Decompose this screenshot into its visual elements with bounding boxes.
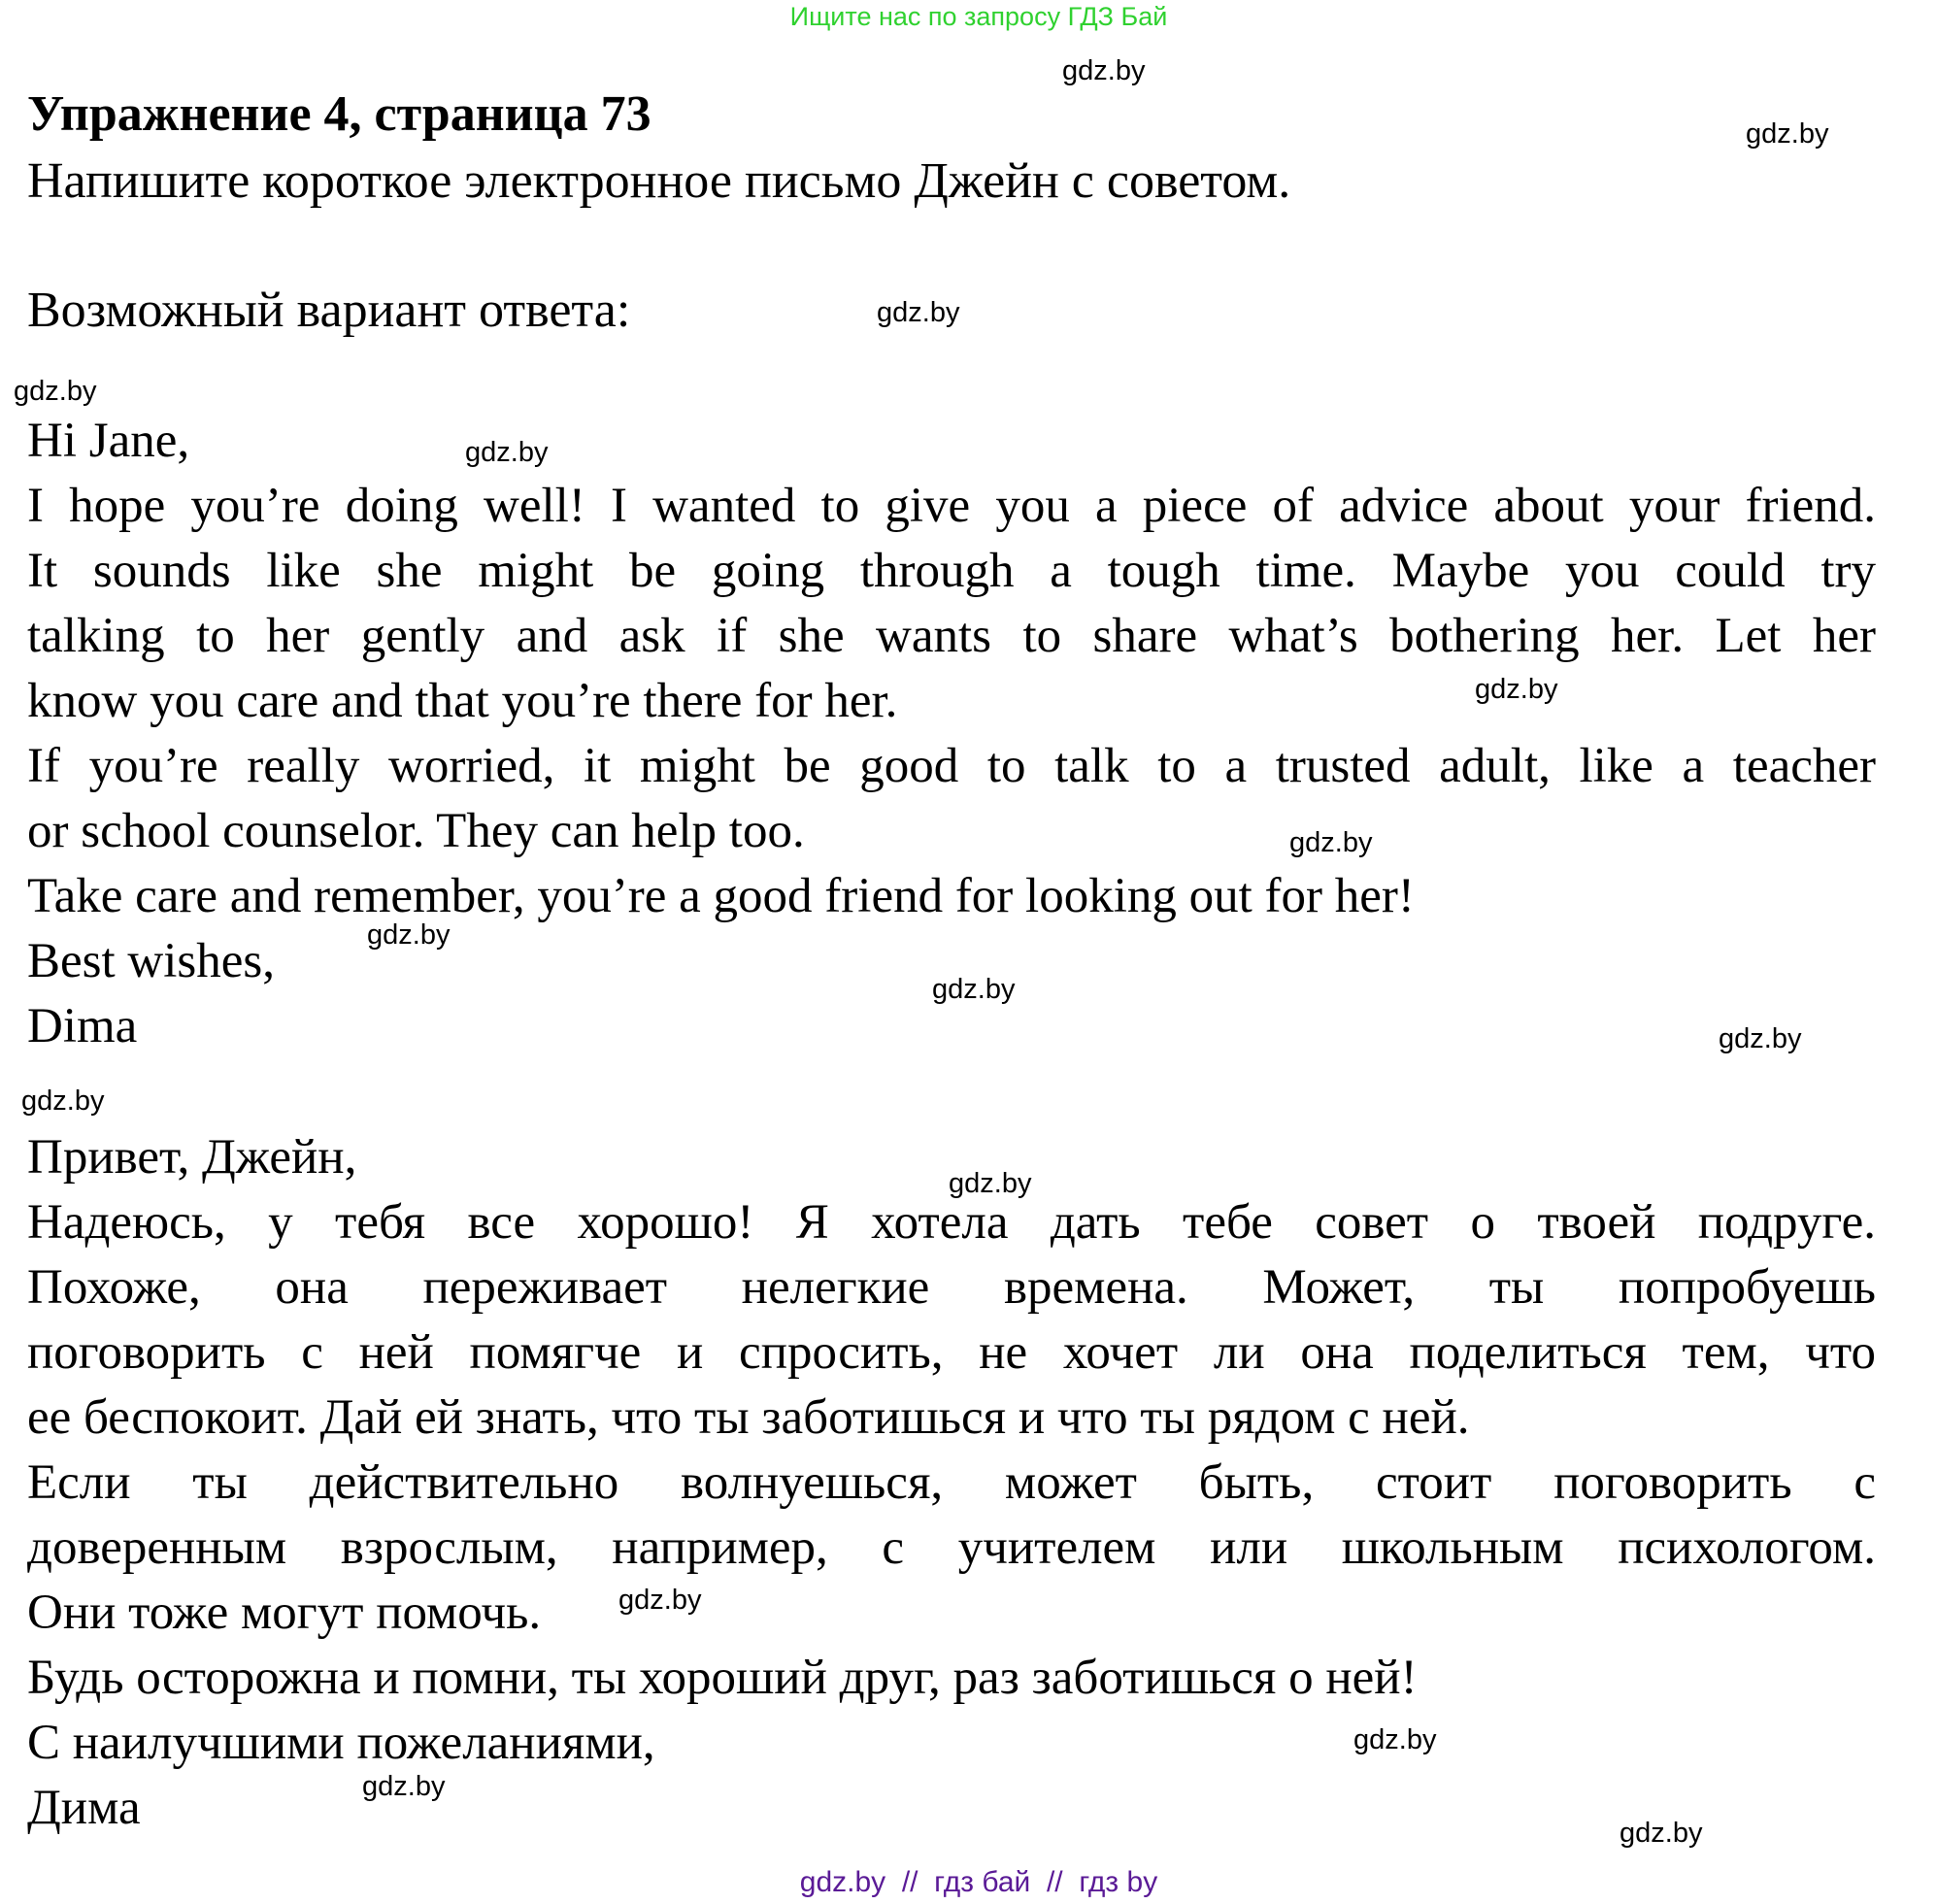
- watermark: gdz.by: [1746, 118, 1829, 150]
- footer-links: gdz.by // гдз бай // гдз by: [799, 1866, 1158, 1898]
- letter-line: Похоже, она переживает нелегкие времена. Может, ты попробуешь: [27, 1260, 1876, 1315]
- letter-line: Привет, Джейн,: [27, 1130, 357, 1185]
- letter-line: If you’re really worried, it might be good to talk to a trusted adult, like a teacher: [27, 739, 1876, 793]
- watermark: gdz.by: [1353, 1724, 1437, 1755]
- letter-line: or school counselor. They can help too.: [27, 804, 805, 858]
- task-text: Напишите короткое электронное письмо Джейн с советом.: [27, 153, 1291, 209]
- letter-line: Take care and remember, you’re a good friend for looking out for her!: [27, 869, 1415, 923]
- watermark: gdz.by: [1475, 674, 1558, 705]
- letter-line: поговорить с ней помягче и спросить, не хочет ли она поделиться тем, что: [27, 1325, 1876, 1380]
- watermark: gdz.by: [877, 297, 960, 328]
- watermark: gdz.by: [367, 919, 451, 951]
- letter-line: Будь осторожна и помни, ты хороший друг, раз заботишься о ней!: [27, 1651, 1418, 1705]
- letter-line: Best wishes,: [27, 934, 275, 988]
- watermark: gdz.by: [1620, 1818, 1703, 1849]
- watermark: gdz.by: [1719, 1023, 1802, 1054]
- watermark: gdz.by: [932, 974, 1016, 1005]
- letter-line: Дима: [27, 1781, 141, 1835]
- letter-line: С наилучшими пожеланиями,: [27, 1716, 655, 1770]
- letter-line: Надеюсь, у тебя все хорошо! Я хотела дать тебе совет о твоей подруге.: [27, 1195, 1876, 1250]
- letter-line: Hi Jane,: [27, 414, 190, 468]
- top-banner: Ищите нас по запросу ГДЗ Бай: [789, 2, 1168, 31]
- watermark: gdz.by: [362, 1771, 446, 1802]
- watermark: gdz.by: [949, 1168, 1032, 1199]
- watermark: gdz.by: [465, 437, 549, 468]
- watermark: gdz.by: [21, 1086, 105, 1117]
- watermark: gdz.by: [1062, 55, 1146, 86]
- letter-line: Dima: [27, 999, 138, 1053]
- letter-line: I hope you’re doing well! I wanted to give you a piece of advice about your friend.: [27, 479, 1876, 533]
- watermark: gdz.by: [618, 1585, 702, 1616]
- letter-line: доверенным взрослым, например, с учителем или школьным психологом.: [27, 1520, 1876, 1575]
- letter-line: Они тоже могут помочь.: [27, 1586, 542, 1640]
- letter-line: talking to her gently and ask if she wants to share what’s bothering her. Let her: [27, 609, 1876, 663]
- letter-line: ее беспокоит. Дай ей знать, что ты заботишься и что ты рядом с ней.: [27, 1390, 1470, 1445]
- letter-line: Если ты действительно волнуешься, может быть, стоит поговорить с: [27, 1455, 1876, 1510]
- answer-label: Возможный вариант ответа:: [27, 283, 631, 338]
- letter-line: It sounds like she might be going through a tough time. Maybe you could try: [27, 544, 1876, 598]
- watermark: gdz.by: [1289, 827, 1373, 858]
- watermark: gdz.by: [14, 376, 97, 407]
- page-title: Упражнение 4, страница 73: [27, 86, 651, 142]
- letter-line: know you care and that you’re there for her.: [27, 674, 898, 728]
